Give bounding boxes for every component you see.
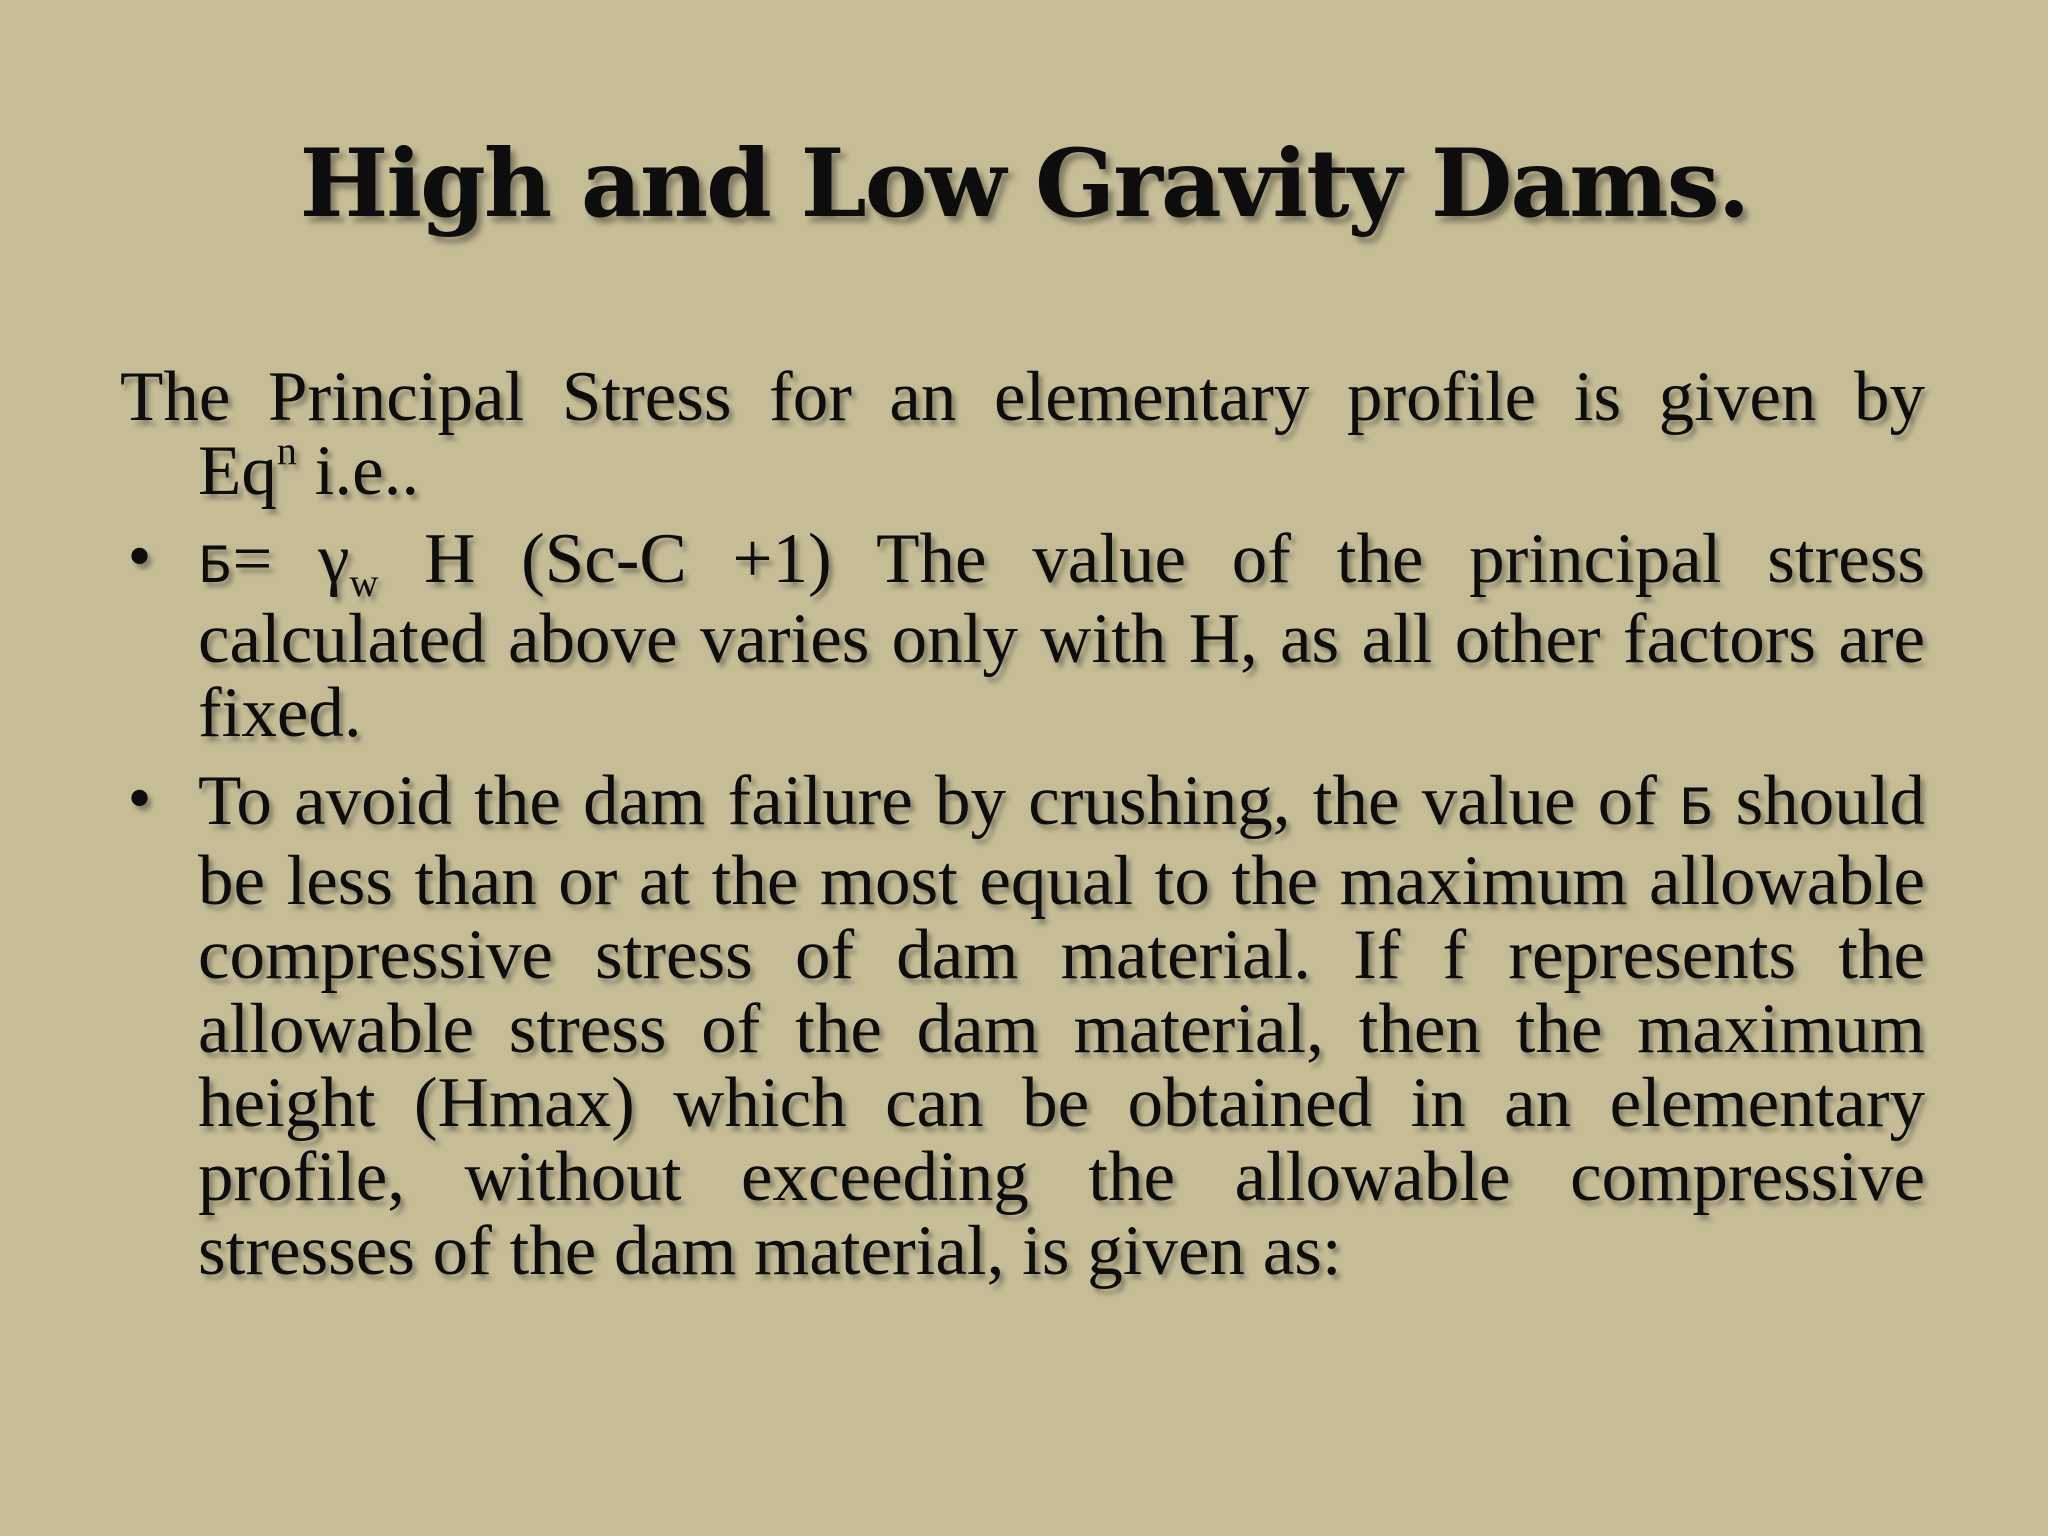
bullet-principal-stress xyxy=(120,522,1925,750)
equation-subscript: w xyxy=(349,560,379,605)
eq-base: Eq xyxy=(198,432,277,510)
sigma-symbol: Б xyxy=(198,536,233,594)
equation-gamma: = γ xyxy=(232,520,350,598)
eq-tail: i.e.. xyxy=(296,432,420,510)
slide-body xyxy=(120,360,1925,1302)
bullet1-text: H (Sc-C +1) The value of the principal stress calculated above varies only with H, as all other factors are fixed. xyxy=(198,520,1926,752)
bullet-crushing-failure xyxy=(120,764,1925,1288)
bullet-list xyxy=(120,522,1925,1288)
sigma-symbol: Б xyxy=(1679,778,1714,836)
bullet2-text: To avoid the dam failure by crushing, the value of xyxy=(198,762,1680,840)
intro-equation-ref xyxy=(120,428,1925,510)
bullet-marker: • xyxy=(123,768,157,833)
bullet-marker: • xyxy=(123,526,157,591)
bullet2-text-continued: should be less than or at the most equal to the maximum allowable compressive stress of dam material. If f represents the allowable stress of the dam material, then the maximum height (Hmax) which can be obtained in an elementary profile, without exceeding the allowable compressive stresses of the dam material, is given as: xyxy=(198,762,1926,1290)
slide-title: High and Low Gravity Dams. xyxy=(299,129,1749,239)
intro-line: The Principal Stress for an elementary profile is given by xyxy=(120,358,1925,436)
eq-superscript: n xyxy=(276,428,297,473)
